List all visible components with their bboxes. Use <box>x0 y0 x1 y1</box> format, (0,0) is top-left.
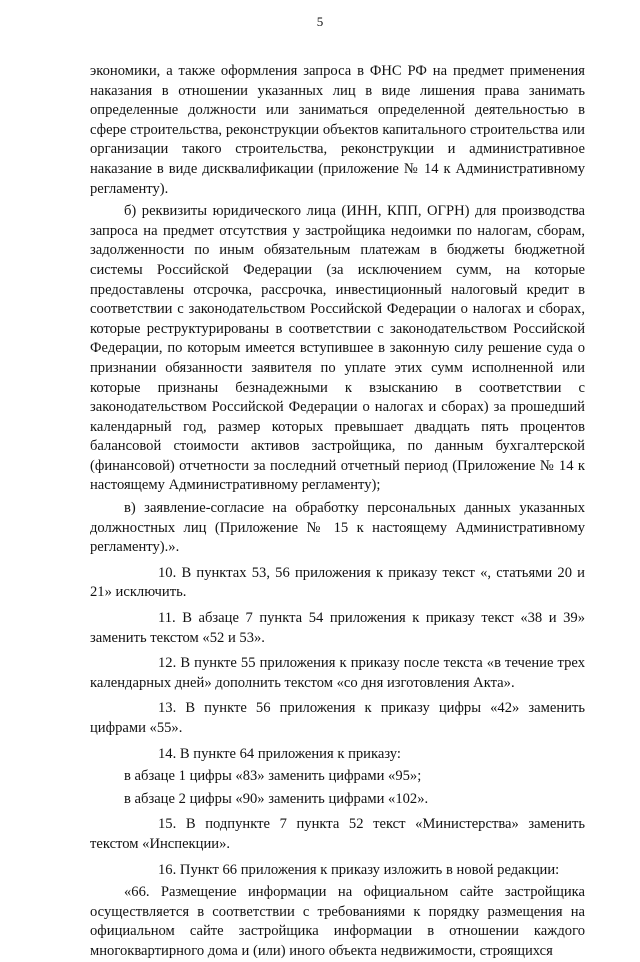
list-item-10 <box>90 564 585 603</box>
item-text: В пунктах 53, 56 приложения к приказу текст «, статьями 20 и 21» исключить. <box>90 564 585 601</box>
item-text: В пункте 55 приложения к приказу после текста «в течение трех календарных дней» дополнить текстом «со дня изготовления Акта». <box>90 655 585 691</box>
item-text: В пункте 56 приложения к приказу цифры «42» заменить цифрами «55». <box>90 700 585 736</box>
item-number: 12. <box>158 655 177 672</box>
item-number: 16. <box>158 861 177 878</box>
item-number: 14. <box>158 745 177 762</box>
item-number: 13. <box>158 700 177 717</box>
sub-paragraph-1: в абзаце 1 цифры «83» заменить цифрами «95»; <box>124 768 422 785</box>
paragraph-66: «66. Размещение информации на официальном сайте застройщика осуществляется в соответствии с требованиями к порядку размещения на официальном сайте застройщика информации в отношении каждого многоквартирного дома и (или) иного объекта недвижимости, строящихся <box>90 884 585 959</box>
list-item-13 <box>90 699 585 738</box>
item-number: 11. <box>158 610 176 627</box>
list-item-14 <box>90 745 585 765</box>
page-number: 5 <box>316 14 324 29</box>
paragraph-v: в) заявление-согласие на обработку персональных данных указанных должностных лиц (Приложение № 15 к настоящему Административному регламенту).». <box>90 500 585 556</box>
document-body <box>90 62 585 962</box>
paragraph-b: б) реквизиты юридического лица (ИНН, КПП, ОГРН) для производства запроса на предмет отсутствия у застройщика недоимки по налогам, сборам, задолженности по иным обязательным платежам в бюджеты бюджетной системы Российской Федерации (за исключением сумм, на которые предоставлены отсрочка, рассрочка, инвестиционный налоговый кредит в соответствии с законодательством Российской Федерации о налогах и сборах, которые реструктурированы в соответствии с законодательством Российской Федерации, по которым имеется вступившее в законную силу решение суда о признании обязанности заявителя по уплате этих сумм исполненной или которые признаны безнадежными к взысканию в соответствии с законодательством Российской Федерации о налогах и сборах) за прошедший календарный год, размер которых превышает двадцать пять процентов балансовой стоимости активов застройщика, по данным бухгалтерской (финансовой) отчетности за последний отчетный период (Приложение № 14 к настоящему Административному регламенту); <box>90 203 585 494</box>
item-number: 15. <box>158 816 177 833</box>
item-text: В подпункте 7 пункта 52 текст «Министерства» заменить текстом «Инспекции». <box>90 816 586 852</box>
item-text: В пункте 64 приложения к приказу: <box>179 745 401 762</box>
paragraph-continuation: экономики, а также оформления запроса в ФНС РФ на предмет применения наказания в отношении указанных лиц в виде лишения права занимать определенные должности или заниматься определенной деятельностью в сфере строительства, реконструкции объектов капитального строительства или организации такого строительства, реконструкции и административное наказание в виде дисквалификации (приложение № 14 к Административному регламенту). <box>90 63 585 197</box>
item-text: В абзаце 7 пункта 54 приложения к приказу текст «38 и 39» заменить текстом «52 и 53». <box>90 610 585 646</box>
list-item-11 <box>90 609 585 648</box>
list-item-12 <box>90 654 585 693</box>
item-number: 10. <box>158 564 177 581</box>
sub-paragraph-2: в абзаце 2 цифры «90» заменить цифрами «102». <box>124 790 429 807</box>
list-item-15 <box>90 815 585 854</box>
item-text: Пункт 66 приложения к приказу изложить в новой редакции: <box>179 861 560 878</box>
list-item-16 <box>90 861 585 881</box>
